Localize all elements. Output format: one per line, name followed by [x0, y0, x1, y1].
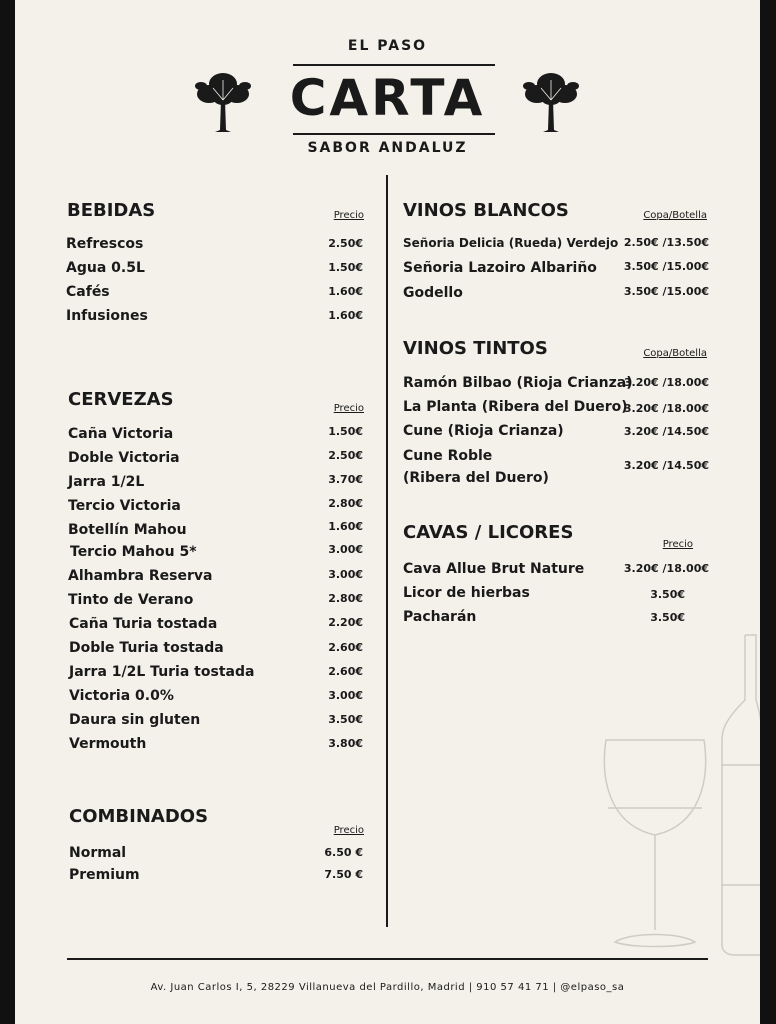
olive-tree-icon — [191, 66, 255, 134]
section-bebidas — [67, 200, 367, 330]
price-column-header: Copa/Botella — [643, 210, 707, 221]
menu-item-name: Tercio Victoria — [68, 498, 181, 514]
menu-item-price: 3.20€ /18.00€ — [623, 402, 709, 415]
menu-item-price: 7.50 € — [324, 868, 363, 881]
menu-item-name: Tinto de Verano — [68, 592, 194, 608]
menu-item-name: Alhambra Reserva — [68, 568, 213, 584]
menu-item-price: 3.50€ — [328, 713, 363, 726]
menu-item-price: 2.80€ — [328, 497, 363, 510]
menu-item-name: Tercio Mahou 5* — [70, 544, 197, 560]
wine-glass-icon — [604, 740, 705, 947]
menu-item-name: La Planta (Ribera del Duero) — [403, 399, 628, 415]
menu-item-name: Pacharán — [403, 609, 477, 625]
section-cavas-licores — [403, 522, 713, 632]
section-cervezas — [67, 389, 367, 759]
menu-item-name: Jarra 1/2L Turia tostada — [69, 664, 255, 680]
page-title: CARTA — [289, 69, 486, 127]
restaurant-name: EL PASO — [347, 38, 428, 54]
menu-item-price: 3.80€ — [328, 737, 363, 750]
price-column-header: Precio — [333, 210, 364, 221]
section-vinos-tintos — [403, 338, 713, 490]
menu-item-price: 1.60€ — [328, 520, 363, 533]
menu-item-price: 3.20€ /18.00€ — [623, 376, 709, 389]
section-title: COMBINADOS — [69, 806, 209, 827]
menu-item-name: Doble Victoria — [68, 450, 180, 466]
menu-item-price: 3.00€ — [328, 568, 363, 581]
menu-item-price: 1.50€ — [328, 261, 363, 274]
price-column-header: Precio — [333, 825, 364, 836]
menu-item-name: Señoria Lazoiro Albariño — [403, 260, 597, 276]
menu-item-name-line2: (Ribera del Duero) — [403, 470, 549, 486]
menu-item-name: Señoria Delicia (Rueda) Verdejo — [403, 236, 619, 250]
title-rule-top — [293, 64, 495, 66]
menu-item-name: Godello — [403, 285, 463, 301]
menu-item-price: 3.20€ /18.00€ — [623, 562, 709, 575]
section-vinos-blancos — [403, 200, 713, 305]
section-combinados — [69, 806, 367, 886]
menu-item-name: Premium — [69, 867, 140, 883]
menu-page — [15, 0, 760, 1024]
section-title: CERVEZAS — [68, 389, 174, 410]
menu-item-price: 2.20€ — [328, 616, 363, 629]
menu-item-price: 3.70€ — [328, 473, 363, 486]
menu-item-name: Licor de hierbas — [403, 585, 530, 601]
column-divider — [386, 175, 388, 927]
olive-tree-icon — [519, 66, 583, 134]
menu-item-price: 2.50€ /13.50€ — [623, 236, 709, 249]
menu-item-name: Cune (Rioja Crianza) — [403, 423, 564, 439]
menu-item-price: 3.50€ /15.00€ — [623, 260, 709, 273]
menu-item-name: Jarra 1/2L — [68, 474, 145, 490]
footer-address: Av. Juan Carlos I, 5, 28229 Villanueva del Pardillo, Madrid | 910 57 41 71 | @elpaso_sa — [150, 982, 625, 993]
menu-item-name: Botellín Mahou — [68, 522, 187, 538]
menu-item-price: 2.50€ — [328, 449, 363, 462]
menu-item-name: Refrescos — [66, 236, 144, 252]
menu-item-name: Cava Allue Brut Nature — [403, 561, 585, 577]
price-column-header: Copa/Botella — [643, 348, 707, 359]
menu-item-name: Caña Turia tostada — [69, 616, 218, 632]
menu-item-price: 3.00€ — [328, 689, 363, 702]
section-title: CAVAS / LICORES — [403, 522, 574, 543]
menu-item-name: Daura sin gluten — [69, 712, 201, 728]
menu-item-name: Cune Roble — [403, 448, 493, 464]
menu-item-name: Cafés — [66, 284, 110, 300]
menu-item-price: 1.50€ — [328, 425, 363, 438]
section-title: VINOS TINTOS — [403, 338, 548, 359]
section-title: BEBIDAS — [67, 200, 156, 221]
price-column-header: Precio — [333, 403, 364, 414]
menu-item-price: 3.20€ /14.50€ — [623, 459, 709, 472]
menu-item-price: 3.50€ — [650, 611, 685, 624]
menu-item-name: Normal — [69, 845, 127, 861]
menu-item-name: Ramón Bilbao (Rioja Crianza) — [403, 375, 633, 391]
footer-rule — [67, 958, 708, 960]
menu-item-name: Agua 0.5L — [66, 260, 145, 276]
wine-decoration — [600, 630, 760, 960]
menu-item-price: 3.50€ /15.00€ — [623, 285, 709, 298]
menu-item-price: 1.60€ — [328, 285, 363, 298]
menu-item-name: Vermouth — [69, 736, 147, 752]
menu-item-name: Infusiones — [66, 308, 148, 324]
menu-item-price: 3.50€ — [650, 588, 685, 601]
menu-item-price: 6.50 € — [324, 846, 363, 859]
title-rule-bottom — [293, 133, 495, 135]
menu-item-name: Victoria 0.0% — [69, 688, 174, 704]
menu-item-price: 2.60€ — [328, 641, 363, 654]
wine-bottle-icon — [722, 635, 760, 960]
price-column-header: Precio — [662, 539, 693, 550]
menu-item-name: Caña Victoria — [68, 426, 174, 442]
menu-item-price: 2.80€ — [328, 592, 363, 605]
menu-item-price: 3.00€ — [328, 543, 363, 556]
menu-item-price: 1.60€ — [328, 309, 363, 322]
menu-item-price: 2.50€ — [328, 237, 363, 250]
page-subtitle: SABOR ANDALUZ — [307, 140, 468, 156]
section-title: VINOS BLANCOS — [403, 200, 569, 221]
menu-item-name: Doble Turia tostada — [69, 640, 224, 656]
menu-item-price: 2.60€ — [328, 665, 363, 678]
menu-item-price: 3.20€ /14.50€ — [623, 425, 709, 438]
